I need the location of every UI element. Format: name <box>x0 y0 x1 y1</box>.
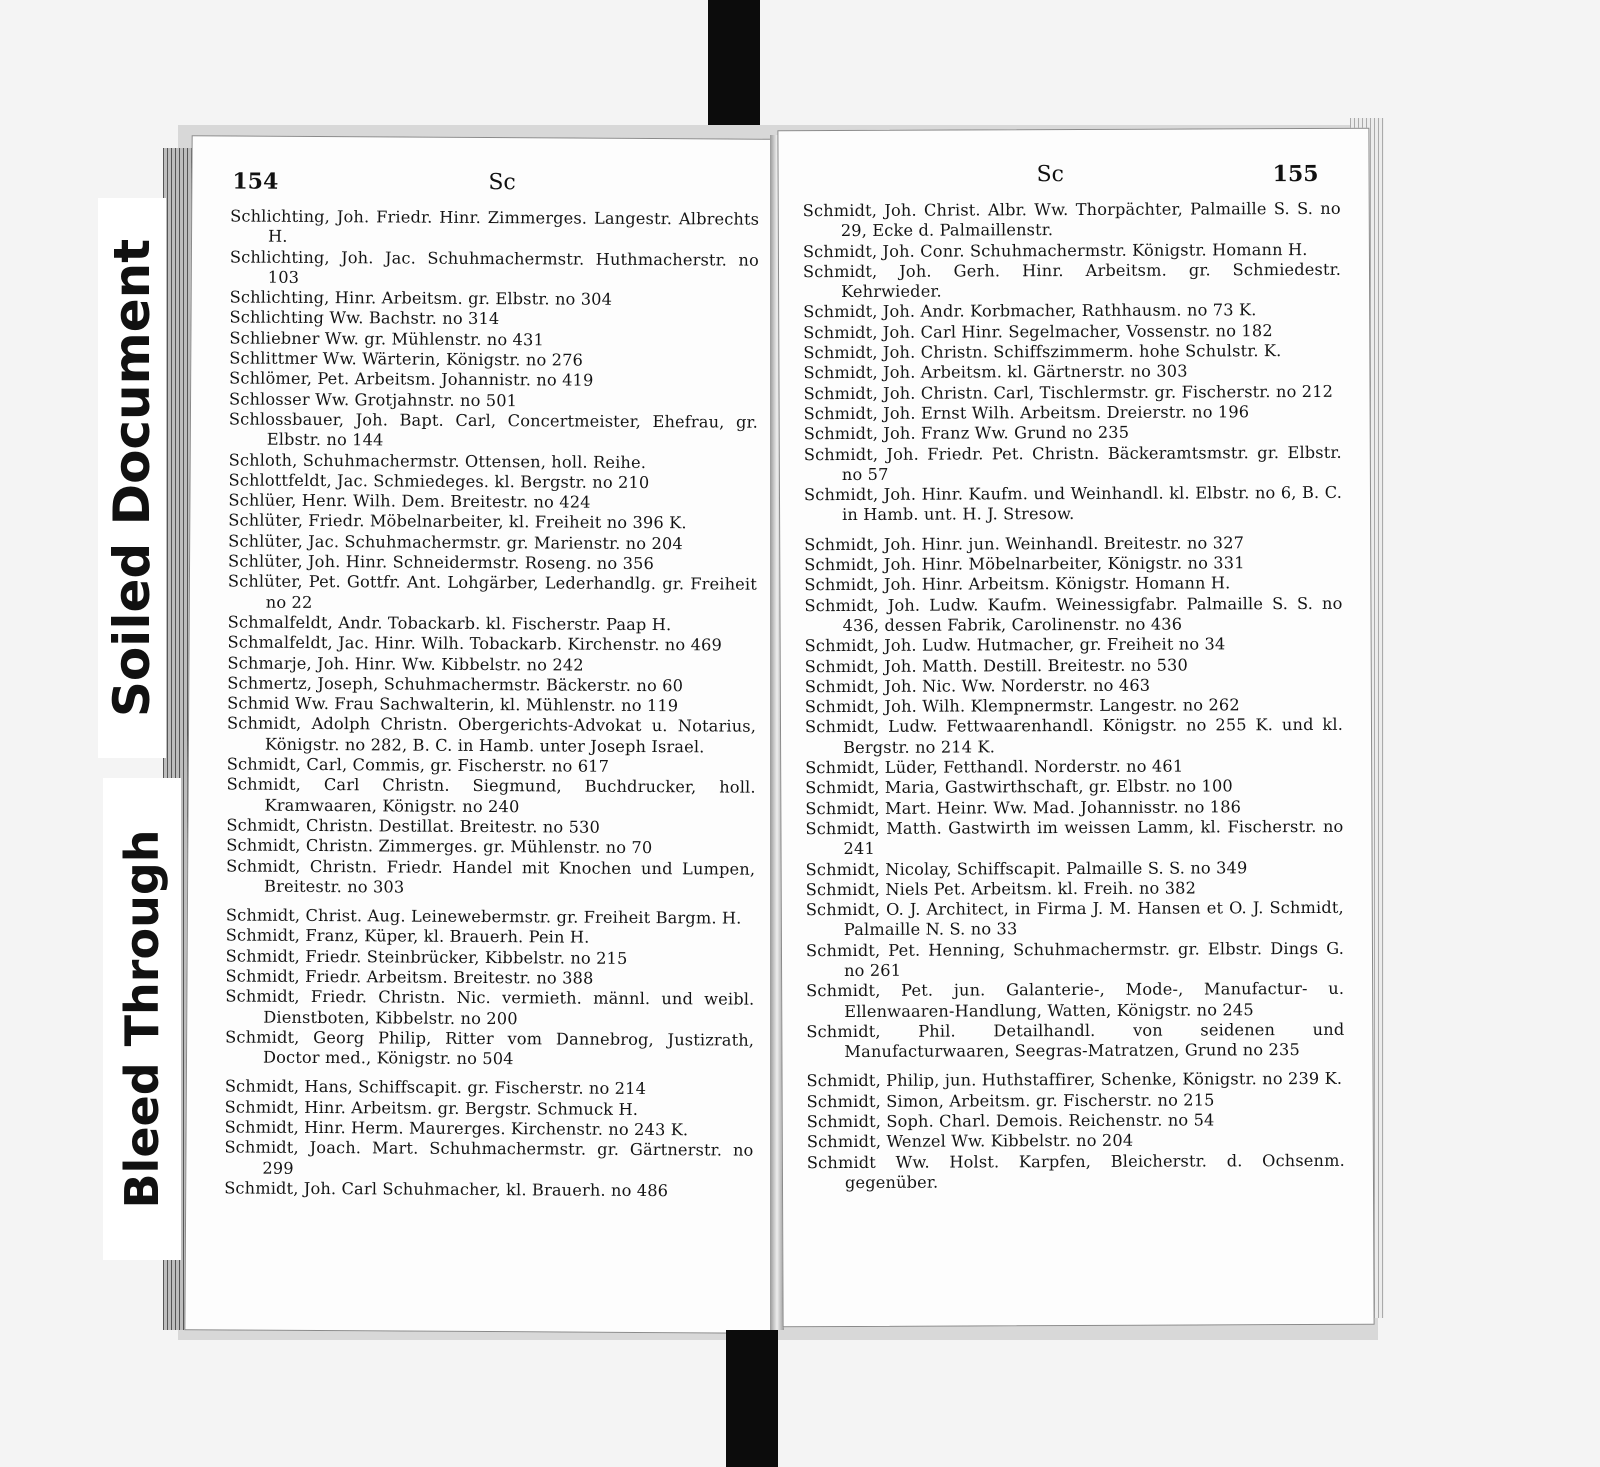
directory-entry: Schlüter, Jac. Schuhmachermstr. gr. Marienstr. no 204 <box>228 531 683 553</box>
directory-entry: Schlichting Ww. Bachstr. no 314 <box>229 307 500 329</box>
directory-entry: Schmidt, Joh. Conr. Schuhmachermstr. Königstr. Homann H. <box>802 239 1308 261</box>
directory-entry: Schmidt, Maria, Gastwirthschaft, gr. Elbstr. no 100 <box>805 776 1233 798</box>
directory-entry: Schmidt, Pet. jun. Galanterie-, Mode-, Manufactur- u. Ellenwaaren-Handlung, Watten, Königstr. no 245 <box>806 979 1345 1021</box>
soiled-document-label <box>98 198 166 758</box>
directory-entry: Schmidt, Friedr. Steinbrücker, Kibbelstr. no 215 <box>225 946 628 968</box>
directory-entry: Schmidt, Carl, Commis, gr. Fischerstr. no 617 <box>226 754 610 776</box>
right-page-number: 155 <box>1272 160 1319 188</box>
left-page-number: 154 <box>232 168 279 195</box>
directory-entry: Schmidt, Carl Christn. Siegmund, Buchdrucker, holl. Kramwaaren, Königstr. no 240 <box>226 774 756 816</box>
directory-entry: Schmidt, Christn. Destillat. Breitestr. no 530 <box>226 815 601 837</box>
directory-entry: Schmidt, Joh. Hinr. jun. Weinhandl. Breitestr. no 327 <box>804 533 1245 554</box>
directory-entry: Schmidt, Joh. Gerh. Hinr. Arbeitsm. gr. Schmiedestr. Kehrwieder. <box>802 259 1342 302</box>
directory-entry: Schmidt, Joh. Christn. Carl, Tischlermstr. gr. Fischerstr. no 212 <box>803 381 1334 403</box>
directory-entry: Schlüter, Friedr. Möbelnarbeiter, kl. Freiheit no 396 K. <box>228 510 687 533</box>
directory-entry: Schlichting, Joh. Jac. Schuhmachermstr. Huthmacherstr. no 103 <box>229 247 759 287</box>
directory-entry: Schlichting, Hinr. Arbeitsm. gr. Elbstr. no 304 <box>229 287 613 309</box>
directory-entry: Schmidt, Joh. Christ. Albr. Ww. Thorpächter, Palmaille S. S. no 29, Ecke d. Palmaillenstr. <box>802 198 1341 241</box>
right-page-header <box>779 161 1369 194</box>
directory-entry: Schlittmer Ww. Wärterin, Königstr. no 276 <box>229 348 584 370</box>
directory-entry: Schmidt, Ludw. Fettwaarenhandl. Königstr. no 255 K. und kl. Bergstr. no 214 K. <box>804 715 1344 757</box>
directory-entry: Schmidt, Hinr. Arbeitsm. gr. Bergstr. Schmuck H. <box>224 1097 639 1119</box>
directory-entry: Schmarje, Joh. Hinr. Ww. Kibbelstr. no 242 <box>227 652 584 675</box>
right-page <box>777 128 1374 1328</box>
directory-entry: Schlossbauer, Joh. Bapt. Carl, Concertmeister, Ehefrau, gr. Elbstr. no 144 <box>228 409 758 450</box>
directory-entry: Schmidt, Joh. Franz Ww. Grund no 235 <box>803 423 1130 444</box>
directory-entry: Schmidt, Joach. Mart. Schuhmachermstr. gr. Gärtnerstr. no 299 <box>224 1137 754 1178</box>
directory-entry: Schmidt, Joh. Andr. Korbmacher, Rathhausm. no 73 K. <box>803 300 1257 322</box>
directory-entry: Schmidt, Friedr. Arbeitsm. Breitestr. no 388 <box>225 966 594 988</box>
left-entry-list <box>224 206 759 1201</box>
directory-entry: Schmidt, Joh. Christn. Schiffszimmerm. hohe Schulstr. K. <box>803 341 1282 363</box>
directory-entry: Schmidt, Franz, Küper, kl. Brauerh. Pein H. <box>225 925 590 948</box>
left-page-header <box>192 168 777 202</box>
directory-entry: Schmidt, Joh. Friedr. Pet. Christn. Bäckeramtsmstr. gr. Elbstr. no 57 <box>803 442 1342 484</box>
directory-entry: Schmidt, Georg Philip, Ritter vom Dannebrog, Justizrath, Doctor med., Königstr. no 504 <box>225 1027 755 1069</box>
directory-entry: Schmidt, Hinr. Herm. Maurerges. Kirchenstr. no 243 K. <box>224 1117 689 1140</box>
directory-entry: Schmidt, Niels Pet. Arbeitsm. kl. Freih. no 382 <box>805 878 1197 899</box>
directory-entry: Schliebner Ww. gr. Mühlenstr. no 431 <box>229 328 545 350</box>
right-entry-list <box>803 199 1345 1194</box>
directory-entry: Schmalfeldt, Andr. Tobackarb. kl. Fischerstr. Paap H. <box>227 612 672 635</box>
directory-entry: Schlottfeldt, Jac. Schmiedeges. kl. Bergstr. no 210 <box>228 470 650 492</box>
directory-entry: Schmidt, Joh. Wilh. Klempnermstr. Langestr. no 262 <box>804 695 1240 717</box>
directory-entry: Schmidt, Joh. Arbeitsm. kl. Gärtnerstr. no 303 <box>803 361 1188 383</box>
directory-entry: Schmidt, Joh. Ernst Wilh. Arbeitsm. Dreierstr. no 196 <box>803 402 1250 424</box>
directory-entry: Schmidt, Joh. Hinr. Möbelnarbeiter, Königstr. no 331 <box>804 553 1245 575</box>
directory-entry: Schmidt, Lüder, Fetthandl. Norderstr. no 461 <box>805 756 1184 778</box>
directory-entry: Schmidt, Nicolay, Schiffscapit. Palmaille S. S. no 349 <box>805 857 1248 879</box>
directory-entry: Schmidt, Christn. Friedr. Handel mit Knochen und Lumpen, Breitestr. no 303 <box>226 855 756 897</box>
directory-entry: Schmidt, Phil. Detailhandl. von seidenen und Manufacturwaaren, Seegras-Matratzen, Grund no 235 <box>806 1019 1345 1062</box>
directory-entry: Schmidt, Joh. Ludw. Hutmacher, gr. Freiheit no 34 <box>804 634 1226 656</box>
directory-entry: Schlüer, Henr. Wilh. Dem. Breitestr. no 424 <box>228 490 591 512</box>
directory-entry: Schmertz, Joseph, Schuhmachermstr. Bäckerstr. no 60 <box>227 673 684 696</box>
directory-entry: Schmidt, Friedr. Christn. Nic. vermieth. männl. und weibl. Dienstboten, Kibbelstr. no 200 <box>225 986 755 1028</box>
binding-strap-top <box>708 0 760 140</box>
directory-entry: Schmid Ww. Frau Sachwalterin, kl. Mühlenstr. no 119 <box>227 693 679 716</box>
directory-entry: Schmidt, Wenzel Ww. Kibbelstr. no 204 <box>806 1131 1134 1152</box>
directory-entry: Schmidt, Mart. Heinr. Ww. Mad. Johannisstr. no 186 <box>805 796 1242 818</box>
directory-entry: Schmidt, Christ. Aug. Leinewebermstr. gr. Freiheit Bargm. H. <box>225 905 742 928</box>
directory-entry: Schmidt, Simon, Arbeitsm. gr. Fischerstr. no 215 <box>806 1090 1215 1111</box>
directory-entry: Schmidt, Philip, jun. Huthstaffirer, Schenke, Königstr. no 239 K. <box>806 1069 1343 1091</box>
directory-entry: Schmidt, Joh. Carl Hinr. Segelmacher, Vossenstr. no 182 <box>803 320 1273 342</box>
right-section-heading: Sc <box>1036 162 1065 188</box>
directory-entry: Schmidt, Hans, Schiffscapit. gr. Fischerstr. no 214 <box>224 1076 647 1099</box>
directory-entry: Schmidt, Joh. Hinr. Kaufm. und Weinhandl. kl. Elbstr. no 6, B. C. in Hamb. unt. H. J. Stresow. <box>803 482 1343 525</box>
directory-entry: Schlüter, Joh. Hinr. Schneidermstr. Roseng. no 356 <box>227 551 655 574</box>
left-section-heading: Sc <box>488 170 516 196</box>
directory-entry: Schlömer, Pet. Arbeitsm. Johannistr. no 419 <box>229 368 594 391</box>
directory-entry: Schlichting, Joh. Friedr. Hinr. Zimmerges. Langestr. Albrechts H. <box>230 206 760 247</box>
directory-entry: Schmalfeldt, Jac. Hinr. Wilh. Tobackarb. Kirchenstr. no 469 <box>227 632 723 655</box>
directory-entry: Schmidt, Joh. Carl Schuhmacher, kl. Brauerh. no 486 <box>224 1178 669 1201</box>
bleed-through-label-text: Bleed Through <box>115 829 169 1209</box>
directory-entry: Schmidt, O. J. Architect, in Firma J. M. Hansen et O. J. Schmidt, Palmaille N. S. no 33 <box>805 897 1344 940</box>
soiled-document-label-text: Soiled Document <box>103 238 161 718</box>
left-page <box>184 135 778 1334</box>
directory-entry: Schmidt, Adolph Christn. Obergerichts-Advokat u. Notarius, Königstr. no 282, B. C. in Hamb. unter Joseph Israel. <box>227 713 757 757</box>
directory-entry: Schmidt, Soph. Charl. Demois. Reichenstr. no 54 <box>806 1110 1215 1132</box>
directory-entry: Schmidt Ww. Holst. Karpfen, Bleicherstr. d. Ochsenm. gegenüber. <box>806 1150 1345 1192</box>
directory-entry: Schmidt, Joh. Ludw. Kaufm. Weinessigfabr. Palmaille S. S. no 436, dessen Fabrik, Carolinenstr. no 436 <box>804 593 1343 635</box>
directory-entry: Schmidt, Joh. Matth. Destill. Breitestr. no 530 <box>804 655 1188 676</box>
directory-entry: Schmidt, Pet. Henning, Schuhmachermstr. gr. Elbstr. Dings G. no 261 <box>805 938 1345 980</box>
directory-entry: Schmidt, Joh. Nic. Ww. Norderstr. no 463 <box>804 675 1151 697</box>
bleed-through-label <box>103 778 181 1260</box>
directory-entry: Schmidt, Joh. Hinr. Arbeitsm. Königstr. Homann H. <box>804 573 1231 595</box>
directory-entry: Schlüter, Pet. Gottfr. Ant. Lohgärber, Lederhandlg. gr. Freiheit no 22 <box>227 571 757 612</box>
directory-entry: Schlosser Ww. Grotjahnstr. no 501 <box>228 389 518 410</box>
directory-entry: Schloth, Schuhmachermstr. Ottensen, holl. Reihe. <box>228 450 647 472</box>
directory-entry: Schmidt, Matth. Gastwirth im weissen Lamm, kl. Fischerstr. no 241 <box>805 816 1344 859</box>
binding-strap-bottom <box>726 1330 778 1467</box>
directory-entry: Schmidt, Christn. Zimmerges. gr. Mühlenstr. no 70 <box>226 835 653 858</box>
